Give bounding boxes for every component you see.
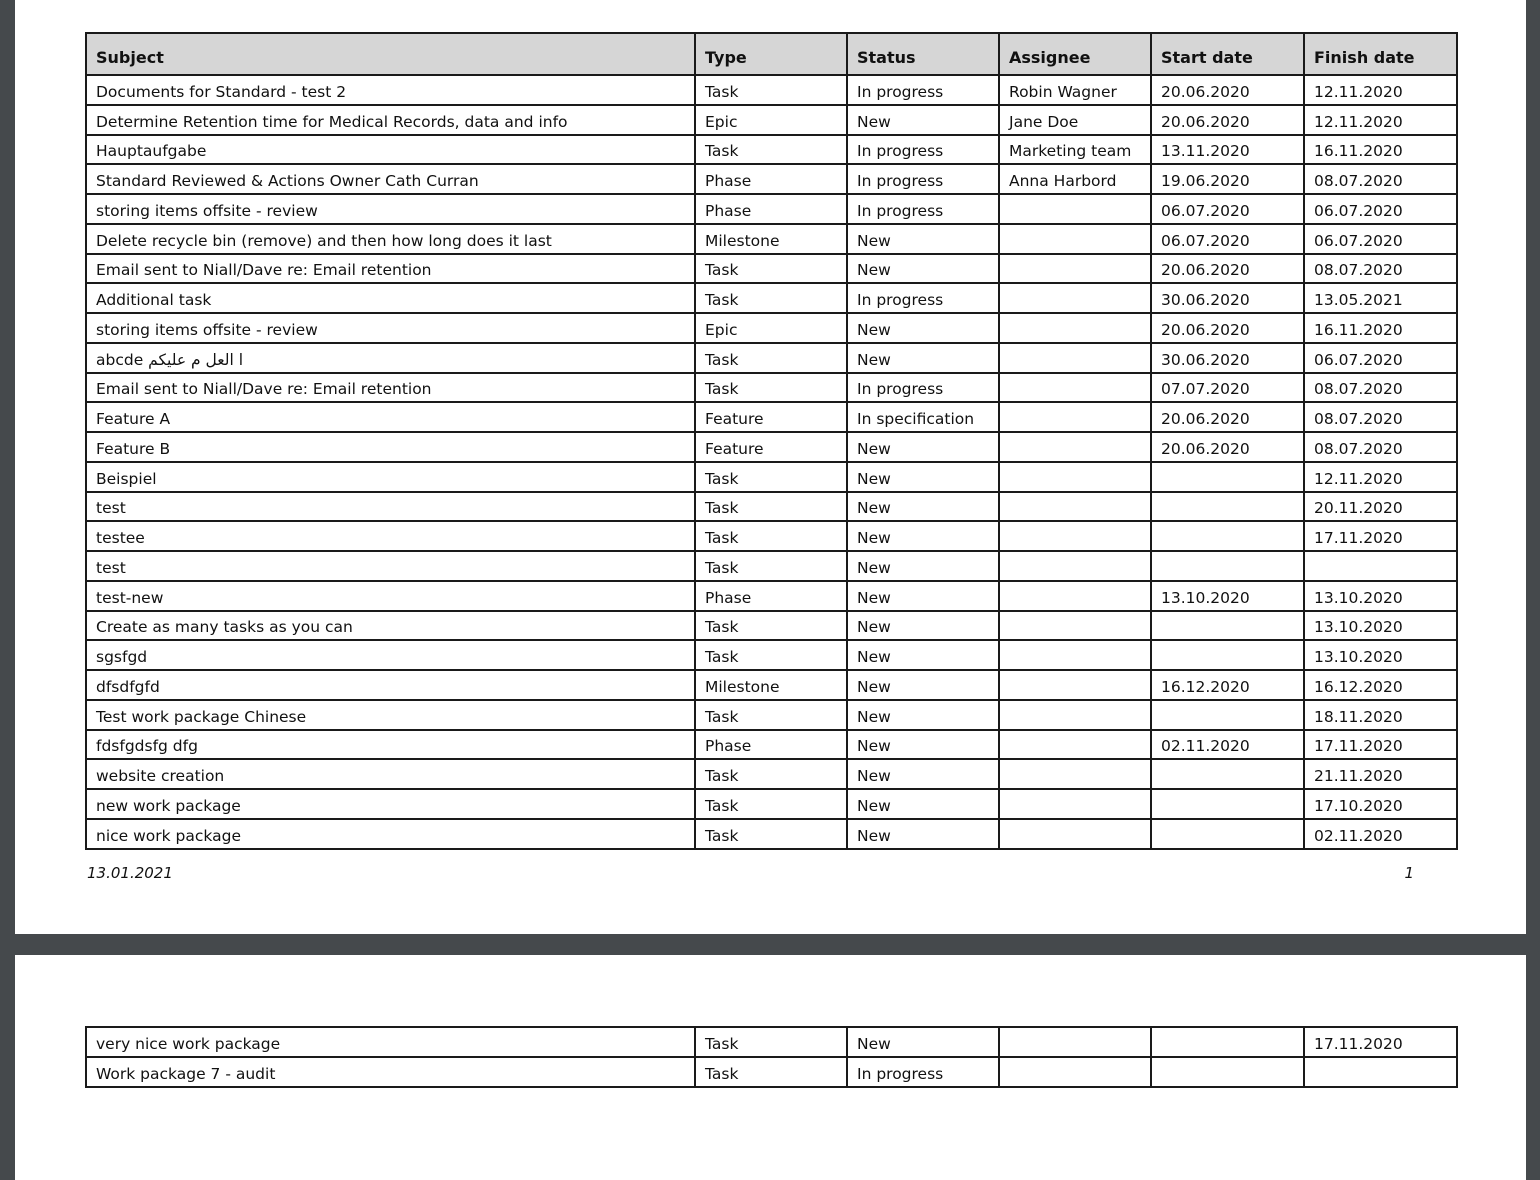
finish-date-cell	[1304, 1057, 1457, 1087]
table-row	[86, 1027, 1457, 1057]
table-body	[86, 1027, 1457, 1087]
subject-cell: new work package	[86, 789, 695, 819]
table-header-row	[86, 33, 1457, 75]
assignee-cell	[999, 402, 1151, 432]
finish-date-cell: 17.11.2020	[1304, 1027, 1457, 1057]
header-assignee: Assignee	[999, 33, 1151, 75]
type-cell: Task	[695, 283, 847, 313]
status-cell: New	[847, 789, 999, 819]
subject-cell: testee	[86, 521, 695, 551]
subject-cell: test-new	[86, 581, 695, 611]
status-cell: New	[847, 313, 999, 343]
start-date-cell	[1151, 789, 1304, 819]
assignee-cell	[999, 313, 1151, 343]
subject-cell: Work package 7 - audit	[86, 1057, 695, 1087]
status-cell: In progress	[847, 135, 999, 165]
type-cell: Task	[695, 759, 847, 789]
start-date-cell	[1151, 462, 1304, 492]
status-cell: New	[847, 343, 999, 373]
finish-date-cell: 16.11.2020	[1304, 313, 1457, 343]
start-date-cell	[1151, 819, 1304, 849]
type-cell: Task	[695, 75, 847, 105]
subject-cell: storing items offsite - review	[86, 194, 695, 224]
finish-date-cell: 13.10.2020	[1304, 581, 1457, 611]
table-row	[86, 254, 1457, 284]
finish-date-cell: 20.11.2020	[1304, 492, 1457, 522]
table-row	[86, 164, 1457, 194]
type-cell: Epic	[695, 105, 847, 135]
type-cell: Phase	[695, 194, 847, 224]
finish-date-cell: 13.10.2020	[1304, 611, 1457, 641]
status-cell: New	[847, 700, 999, 730]
table-row	[86, 432, 1457, 462]
start-date-cell	[1151, 640, 1304, 670]
finish-date-cell: 16.11.2020	[1304, 135, 1457, 165]
status-cell: In progress	[847, 1057, 999, 1087]
start-date-cell: 20.06.2020	[1151, 75, 1304, 105]
start-date-cell: 06.07.2020	[1151, 194, 1304, 224]
assignee-cell	[999, 670, 1151, 700]
status-cell: New	[847, 819, 999, 849]
status-cell: New	[847, 611, 999, 641]
start-date-cell: 20.06.2020	[1151, 432, 1304, 462]
assignee-cell	[999, 640, 1151, 670]
pdf-page-1	[15, 0, 1526, 934]
type-cell: Task	[695, 789, 847, 819]
status-cell: New	[847, 521, 999, 551]
type-cell: Task	[695, 611, 847, 641]
type-cell: Task	[695, 640, 847, 670]
status-cell: In progress	[847, 164, 999, 194]
status-cell: New	[847, 492, 999, 522]
subject-cell: abcde ا العل م عليكم	[86, 343, 695, 373]
finish-date-cell: 06.07.2020	[1304, 194, 1457, 224]
table-row	[86, 224, 1457, 254]
start-date-cell: 16.12.2020	[1151, 670, 1304, 700]
subject-cell: storing items offsite - review	[86, 313, 695, 343]
finish-date-cell: 08.07.2020	[1304, 254, 1457, 284]
finish-date-cell: 12.11.2020	[1304, 105, 1457, 135]
type-cell: Task	[695, 373, 847, 403]
assignee-cell	[999, 373, 1151, 403]
table-row	[86, 670, 1457, 700]
type-cell: Task	[695, 135, 847, 165]
assignee-cell: Marketing team	[999, 135, 1151, 165]
status-cell: New	[847, 224, 999, 254]
start-date-cell	[1151, 700, 1304, 730]
subject-cell: sgsfgd	[86, 640, 695, 670]
start-date-cell: 20.06.2020	[1151, 254, 1304, 284]
assignee-cell	[999, 581, 1151, 611]
finish-date-cell: 08.07.2020	[1304, 432, 1457, 462]
table-row	[86, 581, 1457, 611]
start-date-cell	[1151, 492, 1304, 522]
table-row	[86, 492, 1457, 522]
footer-date: 13.01.2021	[87, 864, 173, 882]
type-cell: Task	[695, 343, 847, 373]
type-cell: Feature	[695, 432, 847, 462]
type-cell: Phase	[695, 164, 847, 194]
type-cell: Task	[695, 492, 847, 522]
status-cell: In progress	[847, 75, 999, 105]
finish-date-cell: 18.11.2020	[1304, 700, 1457, 730]
type-cell: Milestone	[695, 670, 847, 700]
subject-cell: Test work package Chinese	[86, 700, 695, 730]
table-row	[86, 819, 1457, 849]
start-date-cell: 02.11.2020	[1151, 730, 1304, 760]
type-cell: Task	[695, 1057, 847, 1087]
header-start-date: Start date	[1151, 33, 1304, 75]
status-cell: New	[847, 462, 999, 492]
subject-cell: Additional task	[86, 283, 695, 313]
status-cell: New	[847, 670, 999, 700]
start-date-cell: 19.06.2020	[1151, 164, 1304, 194]
start-date-cell	[1151, 1027, 1304, 1057]
assignee-cell: Robin Wagner	[999, 75, 1151, 105]
table-row	[86, 551, 1457, 581]
type-cell: Phase	[695, 730, 847, 760]
status-cell: New	[847, 581, 999, 611]
subject-cell: Feature A	[86, 402, 695, 432]
table-row	[86, 462, 1457, 492]
status-cell: New	[847, 1027, 999, 1057]
table-row	[86, 343, 1457, 373]
type-cell: Task	[695, 700, 847, 730]
start-date-cell: 06.07.2020	[1151, 224, 1304, 254]
table-row	[86, 789, 1457, 819]
assignee-cell	[999, 819, 1151, 849]
start-date-cell: 30.06.2020	[1151, 343, 1304, 373]
subject-cell: test	[86, 551, 695, 581]
table-row	[86, 313, 1457, 343]
type-cell: Task	[695, 551, 847, 581]
type-cell: Epic	[695, 313, 847, 343]
work-packages-table	[85, 32, 1458, 850]
subject-cell: Delete recycle bin (remove) and then how long does it last	[86, 224, 695, 254]
table-row	[86, 194, 1457, 224]
start-date-cell: 13.10.2020	[1151, 581, 1304, 611]
header-finish-date: Finish date	[1304, 33, 1457, 75]
finish-date-cell: 21.11.2020	[1304, 759, 1457, 789]
assignee-cell	[999, 611, 1151, 641]
assignee-cell	[999, 194, 1151, 224]
start-date-cell	[1151, 1057, 1304, 1087]
table-row	[86, 521, 1457, 551]
status-cell: New	[847, 105, 999, 135]
subject-cell: Standard Reviewed & Actions Owner Cath Curran	[86, 164, 695, 194]
subject-cell: Email sent to Niall/Dave re: Email retention	[86, 373, 695, 403]
subject-cell: Create as many tasks as you can	[86, 611, 695, 641]
type-cell: Task	[695, 462, 847, 492]
assignee-cell	[999, 254, 1151, 284]
table-row	[86, 105, 1457, 135]
status-cell: New	[847, 730, 999, 760]
table-row	[86, 640, 1457, 670]
table-row	[86, 135, 1457, 165]
subject-cell: test	[86, 492, 695, 522]
assignee-cell	[999, 283, 1151, 313]
finish-date-cell: 17.10.2020	[1304, 789, 1457, 819]
status-cell: New	[847, 254, 999, 284]
assignee-cell	[999, 462, 1151, 492]
type-cell: Feature	[695, 402, 847, 432]
table-body	[86, 75, 1457, 849]
pdf-page-2	[15, 955, 1526, 1180]
assignee-cell	[999, 551, 1151, 581]
type-cell: Task	[695, 521, 847, 551]
table-row	[86, 402, 1457, 432]
table-row	[86, 700, 1457, 730]
start-date-cell: 30.06.2020	[1151, 283, 1304, 313]
status-cell: New	[847, 759, 999, 789]
status-cell: New	[847, 551, 999, 581]
assignee-cell: Anna Harbord	[999, 164, 1151, 194]
assignee-cell	[999, 343, 1151, 373]
table-row	[86, 1057, 1457, 1087]
start-date-cell	[1151, 551, 1304, 581]
finish-date-cell: 06.07.2020	[1304, 224, 1457, 254]
subject-cell: Documents for Standard - test 2	[86, 75, 695, 105]
subject-cell: Determine Retention time for Medical Records, data and info	[86, 105, 695, 135]
finish-date-cell: 12.11.2020	[1304, 75, 1457, 105]
type-cell: Phase	[695, 581, 847, 611]
subject-cell: Feature B	[86, 432, 695, 462]
finish-date-cell: 13.10.2020	[1304, 640, 1457, 670]
table-row	[86, 75, 1457, 105]
assignee-cell	[999, 1057, 1151, 1087]
start-date-cell: 20.06.2020	[1151, 105, 1304, 135]
assignee-cell	[999, 789, 1151, 819]
start-date-cell: 20.06.2020	[1151, 402, 1304, 432]
status-cell: In progress	[847, 283, 999, 313]
header-subject: Subject	[86, 33, 695, 75]
start-date-cell: 13.11.2020	[1151, 135, 1304, 165]
type-cell: Task	[695, 254, 847, 284]
header-status: Status	[847, 33, 999, 75]
subject-cell: Hauptaufgabe	[86, 135, 695, 165]
assignee-cell	[999, 1027, 1151, 1057]
finish-date-cell: 17.11.2020	[1304, 521, 1457, 551]
assignee-cell	[999, 492, 1151, 522]
assignee-cell	[999, 432, 1151, 462]
status-cell: In progress	[847, 373, 999, 403]
table-row	[86, 759, 1457, 789]
status-cell: In progress	[847, 194, 999, 224]
table-row	[86, 730, 1457, 760]
finish-date-cell: 02.11.2020	[1304, 819, 1457, 849]
status-cell: In specification	[847, 402, 999, 432]
finish-date-cell: 08.07.2020	[1304, 402, 1457, 432]
finish-date-cell: 06.07.2020	[1304, 343, 1457, 373]
finish-date-cell: 13.05.2021	[1304, 283, 1457, 313]
subject-cell: nice work package	[86, 819, 695, 849]
assignee-cell	[999, 700, 1151, 730]
finish-date-cell: 12.11.2020	[1304, 462, 1457, 492]
header-type: Type	[695, 33, 847, 75]
type-cell: Task	[695, 1027, 847, 1057]
finish-date-cell	[1304, 551, 1457, 581]
table-row	[86, 373, 1457, 403]
start-date-cell	[1151, 611, 1304, 641]
subject-cell: Email sent to Niall/Dave re: Email retention	[86, 254, 695, 284]
finish-date-cell: 16.12.2020	[1304, 670, 1457, 700]
subject-cell: very nice work package	[86, 1027, 695, 1057]
assignee-cell	[999, 730, 1151, 760]
subject-cell: website creation	[86, 759, 695, 789]
finish-date-cell: 08.07.2020	[1304, 373, 1457, 403]
start-date-cell	[1151, 759, 1304, 789]
start-date-cell	[1151, 521, 1304, 551]
assignee-cell	[999, 759, 1151, 789]
assignee-cell	[999, 521, 1151, 551]
subject-cell: fdsfgdsfg dfg	[86, 730, 695, 760]
footer-page-number: 1	[1404, 864, 1414, 882]
work-packages-table-continued	[85, 1026, 1458, 1088]
finish-date-cell: 08.07.2020	[1304, 164, 1457, 194]
assignee-cell: Jane Doe	[999, 105, 1151, 135]
start-date-cell: 20.06.2020	[1151, 313, 1304, 343]
status-cell: New	[847, 640, 999, 670]
start-date-cell: 07.07.2020	[1151, 373, 1304, 403]
finish-date-cell: 17.11.2020	[1304, 730, 1457, 760]
subject-cell: dfsdfgfd	[86, 670, 695, 700]
type-cell: Task	[695, 819, 847, 849]
type-cell: Milestone	[695, 224, 847, 254]
table-row	[86, 283, 1457, 313]
subject-cell: Beispiel	[86, 462, 695, 492]
status-cell: New	[847, 432, 999, 462]
assignee-cell	[999, 224, 1151, 254]
table-row	[86, 611, 1457, 641]
